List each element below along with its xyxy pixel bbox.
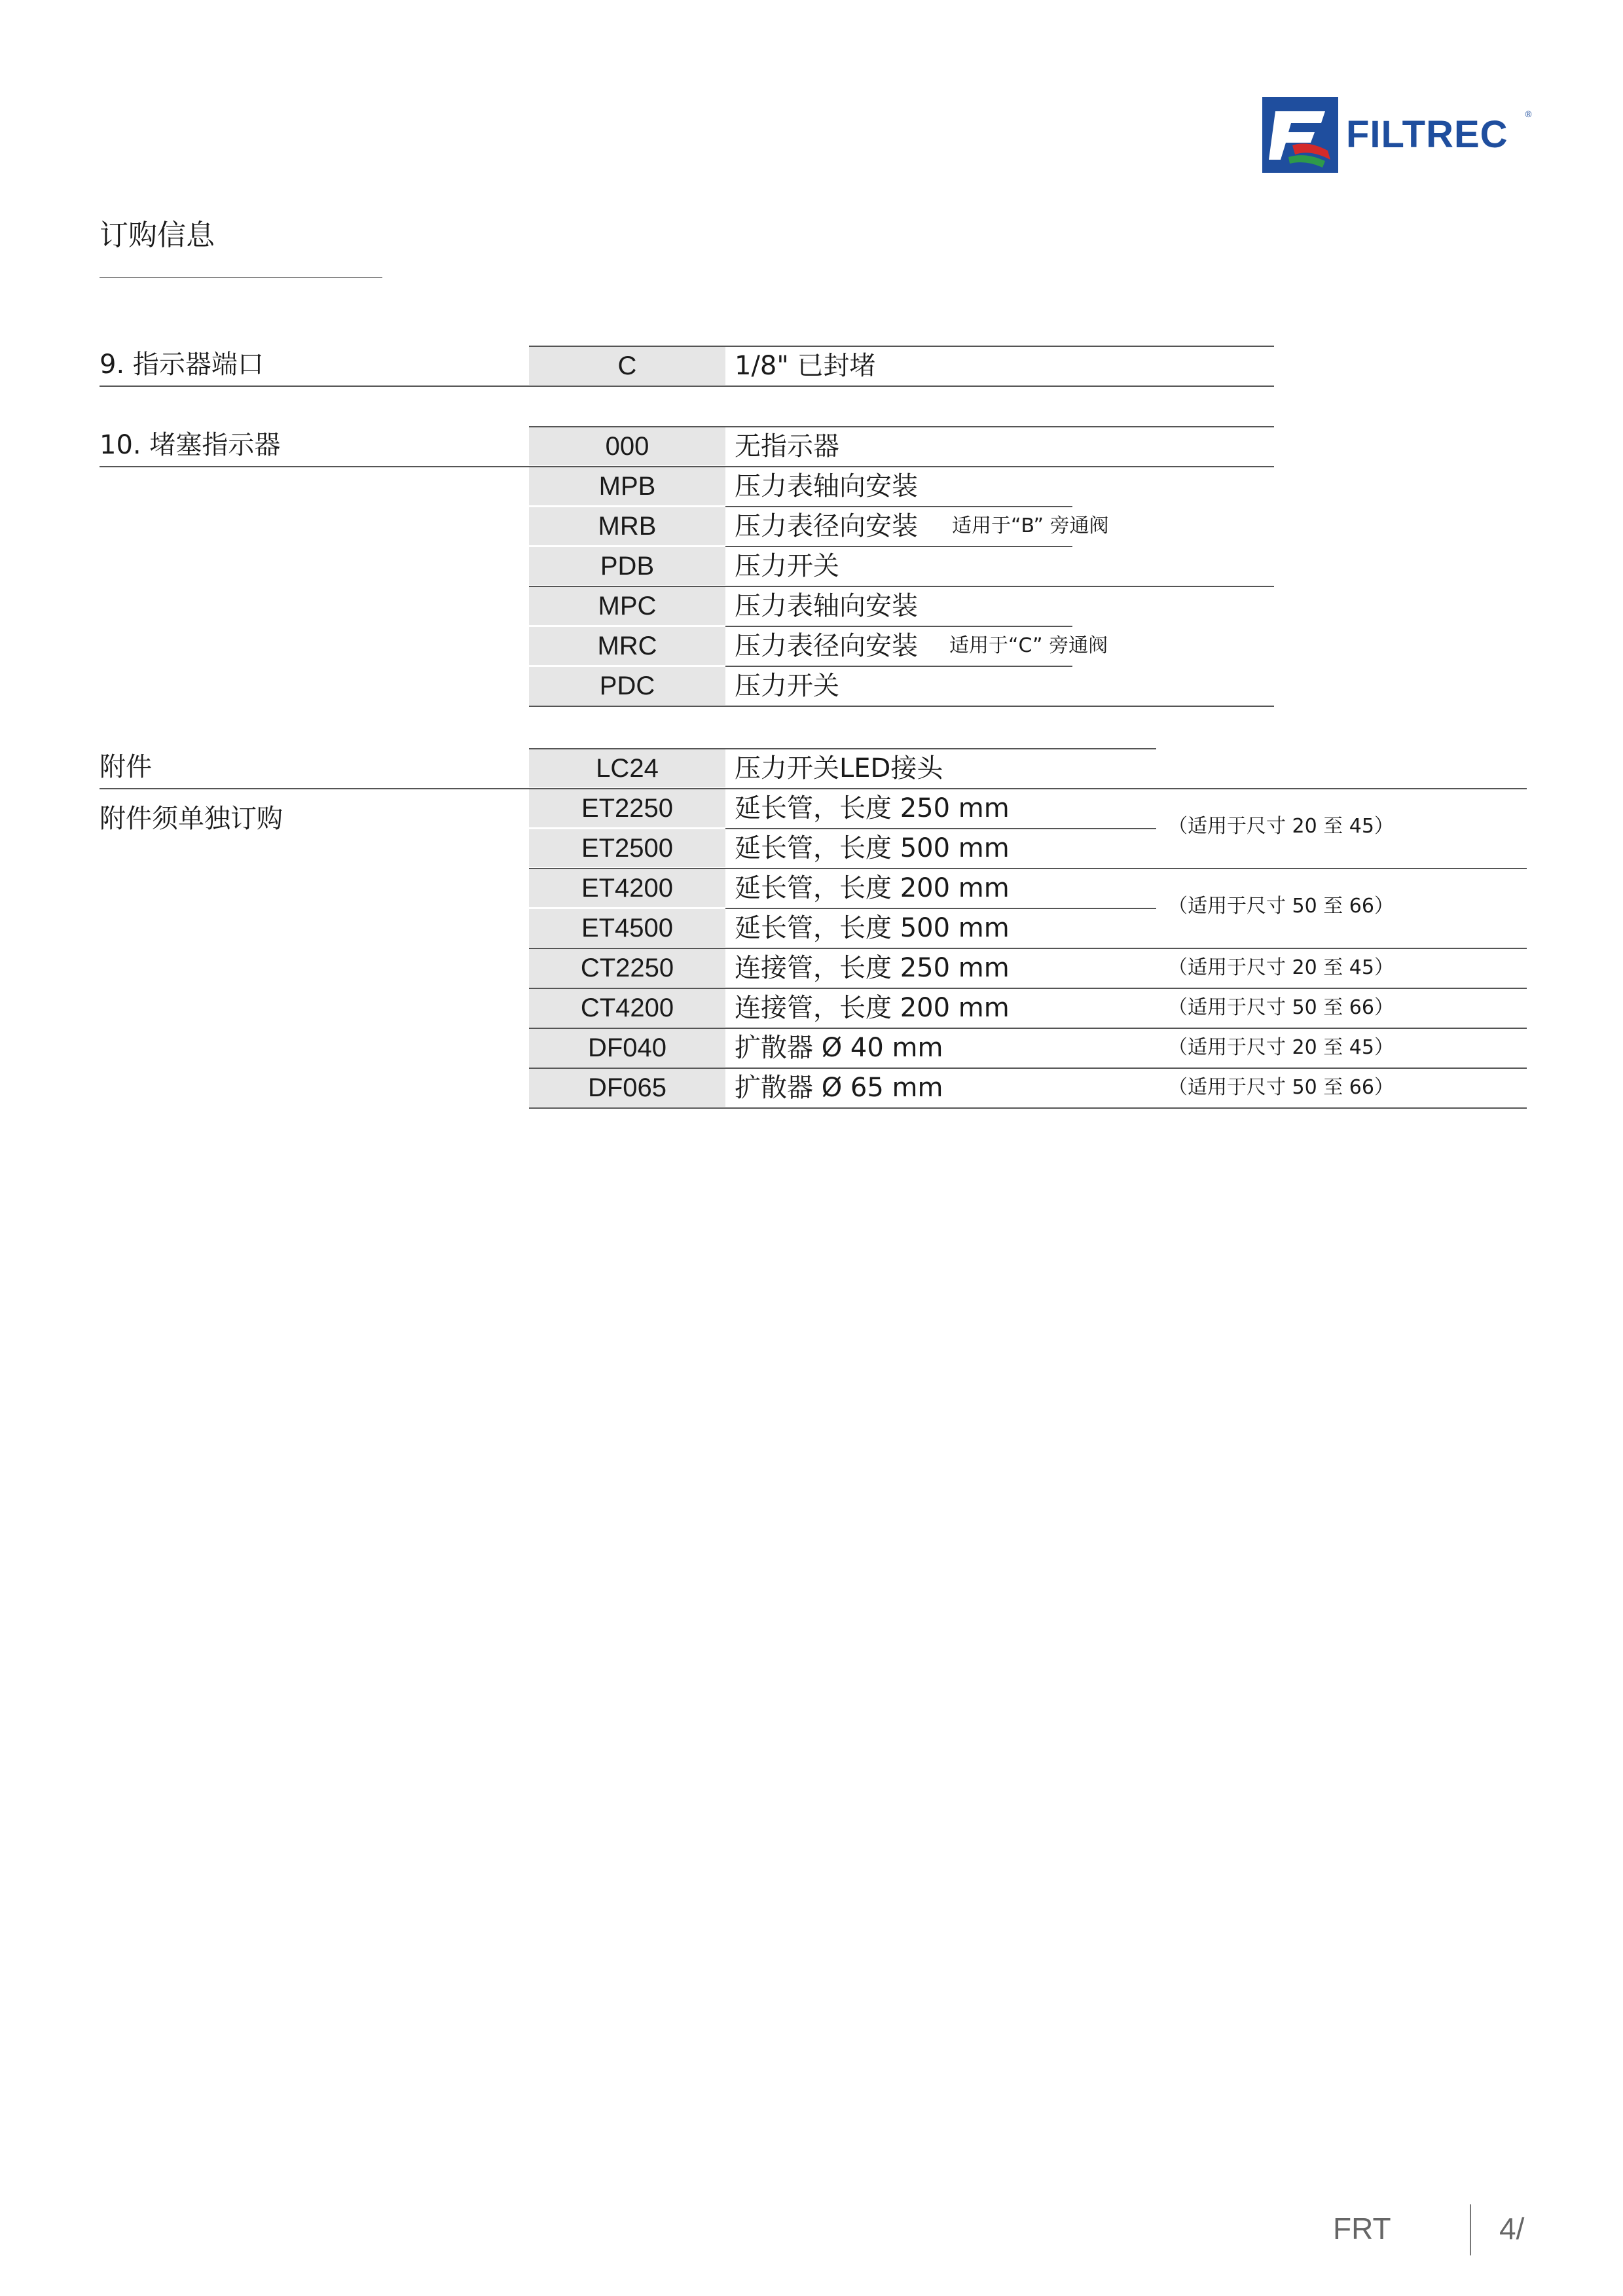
filtrec-logo-icon xyxy=(1262,97,1338,173)
registered-mark: ® xyxy=(1524,110,1533,120)
code-cell: CT4200 xyxy=(529,989,725,1027)
title-underline xyxy=(100,277,382,278)
code-cell: PDB xyxy=(529,547,725,585)
description-cell: 压力开关LED接头 xyxy=(735,753,943,783)
code-cell: DF065 xyxy=(529,1069,725,1107)
code-cell: 000 xyxy=(529,427,725,465)
code-cell: ET4200 xyxy=(529,869,725,907)
description-cell: 无指示器 xyxy=(735,431,839,461)
description-cell: 扩散器 Ø 65 mm xyxy=(735,1073,943,1103)
description-cell: 延长管，长度 250 mm xyxy=(735,793,1010,823)
description-cell: 压力开关 xyxy=(735,671,839,701)
description-cell: 连接管，长度 250 mm xyxy=(735,953,1010,983)
description-cell: 延长管，长度 500 mm xyxy=(735,913,1010,943)
description-cell: 延长管，长度 200 mm xyxy=(735,873,1010,903)
description-cell: 扩散器 Ø 40 mm xyxy=(735,1033,943,1063)
code-cell: MRC xyxy=(529,627,725,665)
section-label-clogging-indicator: 10. 堵塞指示器 xyxy=(100,430,281,460)
section-sublabel-order-separately: 附件须单独订购 xyxy=(100,804,283,834)
note-bypass-c: 适用于“C” 旁通阀 xyxy=(949,634,1108,657)
divider xyxy=(529,706,1274,707)
section-label-indicator-port: 9. 指示器端口 xyxy=(100,350,264,380)
brand-name: FILTREC xyxy=(1346,113,1508,156)
note-size-range: （适用于尺寸 20 至 45） xyxy=(1168,815,1394,838)
section-label-accessories: 附件 xyxy=(100,752,152,782)
filtrec-logo xyxy=(1262,97,1537,174)
footer-separator xyxy=(1470,2204,1471,2255)
description-cell: 压力开关 xyxy=(735,551,839,581)
note-bypass-b: 适用于“B” 旁通阀 xyxy=(952,514,1109,537)
description-cell: 压力表轴向安装 xyxy=(735,591,918,621)
note-size-range: （适用于尺寸 20 至 45） xyxy=(1168,956,1394,979)
description-cell: 1/8" 已封堵 xyxy=(735,351,876,381)
code-cell: DF040 xyxy=(529,1029,725,1067)
code-cell: ET2500 xyxy=(529,829,725,867)
description-cell: 压力表径向安装 xyxy=(735,511,918,541)
note-size-range: （适用于尺寸 50 至 66） xyxy=(1168,895,1394,918)
code-cell: ET4500 xyxy=(529,909,725,947)
description-cell: 延长管，长度 500 mm xyxy=(735,833,1010,863)
code-cell: C xyxy=(529,347,725,385)
code-cell: CT2250 xyxy=(529,949,725,987)
divider xyxy=(529,1107,1527,1109)
code-cell: MPB xyxy=(529,467,725,505)
note-size-range: （适用于尺寸 50 至 66） xyxy=(1168,1076,1394,1099)
code-cell: MPC xyxy=(529,587,725,625)
description-cell: 压力表径向安装 xyxy=(735,631,918,661)
footer-page-number: 4/ xyxy=(1499,2212,1525,2246)
divider xyxy=(100,386,1274,387)
page-title: 订购信息 xyxy=(100,219,215,252)
code-cell: MRB xyxy=(529,507,725,545)
code-cell: ET2250 xyxy=(529,789,725,827)
description-cell: 压力表轴向安装 xyxy=(735,471,918,501)
footer-document-code: FRT xyxy=(1333,2212,1391,2246)
note-size-range: （适用于尺寸 50 至 66） xyxy=(1168,996,1394,1019)
code-cell: LC24 xyxy=(529,749,725,787)
note-size-range: （适用于尺寸 20 至 45） xyxy=(1168,1036,1394,1059)
code-cell: PDC xyxy=(529,667,725,705)
description-cell: 连接管，长度 200 mm xyxy=(735,993,1010,1023)
